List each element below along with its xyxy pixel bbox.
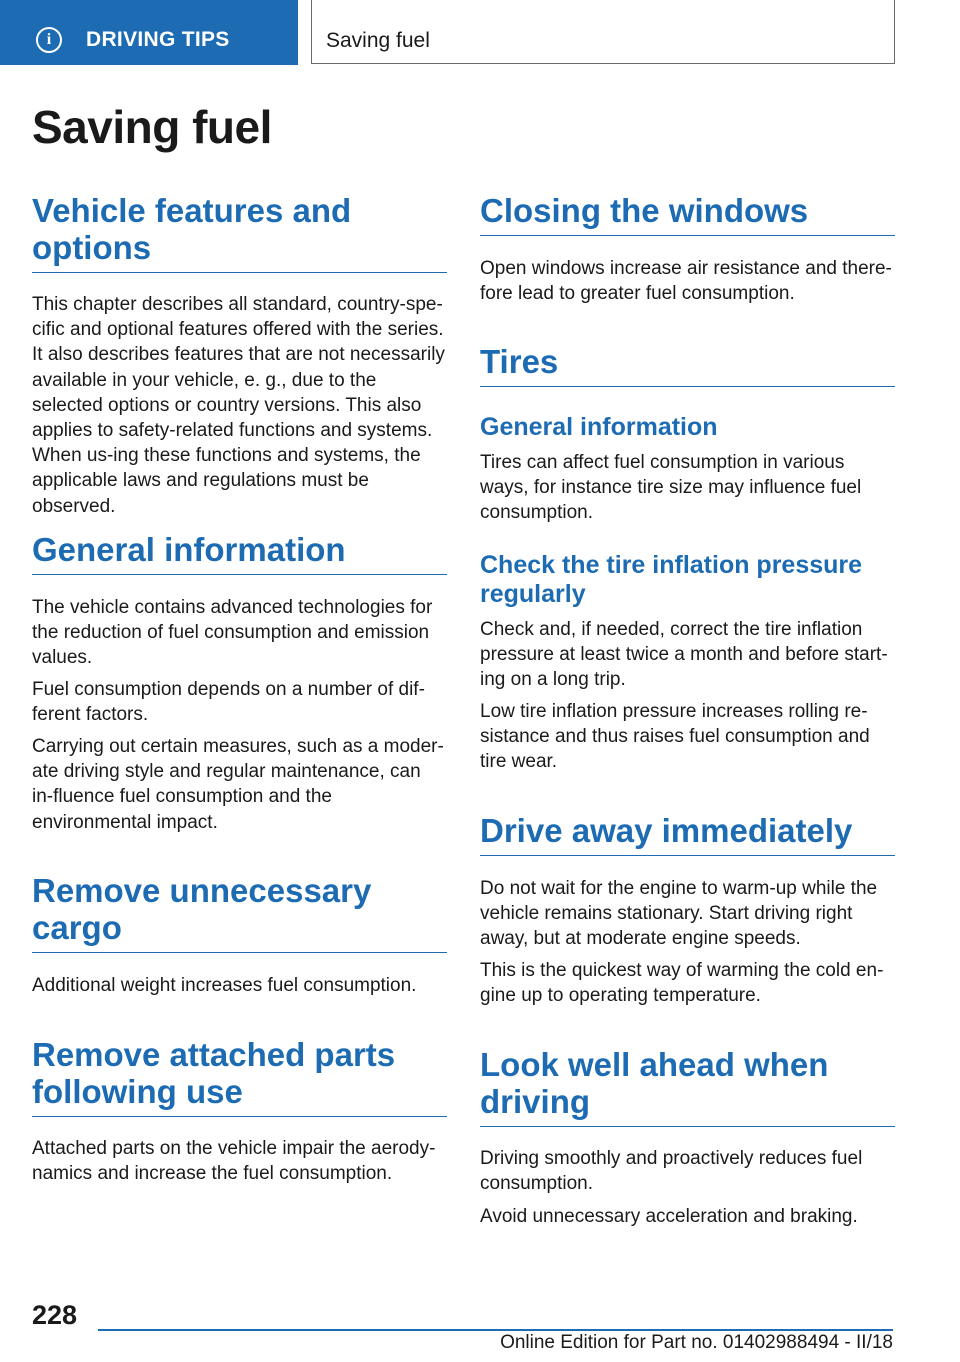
paragraph-look-ahead-2: Avoid unnecessary acceleration and braking. <box>480 1206 858 1227</box>
heading-vehicle-features: Vehicle features and options <box>32 192 447 273</box>
topic-title: Saving fuel <box>326 29 430 52</box>
paragraph-remove-attached-parts: Attached parts on the vehicle impair the aerody‐namics and increase the fuel consumption. <box>32 1138 436 1185</box>
heading-remove-cargo: Remove unnecessary cargo <box>32 872 447 953</box>
section-label: DRIVING TIPS <box>86 28 230 51</box>
heading-look-ahead: Look well ahead when driving <box>480 1046 895 1127</box>
subheading-tires-general-information: General information <box>480 413 718 441</box>
page-number: 228 <box>32 1300 78 1330</box>
paragraph-general-info-2: Fuel consumption depends on a number of dif‐ferent factors. <box>32 679 425 726</box>
heading-tires: Tires <box>480 343 895 387</box>
paragraph-drive-away-1: Do not wait for the engine to warm-up while the vehicle remains stationary. Start driving right away, but at moderate engine speeds. <box>480 878 878 950</box>
paragraph-vehicle-features: This chapter describes all standard, country-spe‐cific and optional features offered with the series. It also describes features that are not necessarily available in your vehicle, e. g., due to the selected options or country versions. This also applies to safety-related functions and systems. When us‐ing these functions and systems, the applicable laws and regulations must be observed. <box>32 294 445 517</box>
heading-remove-attached-parts: Remove attached parts following use <box>32 1036 447 1117</box>
edition-note: Online Edition for Part no. 01402988494 - II/18 <box>500 1332 893 1353</box>
paragraph-check-pressure-1: Check and, if needed, correct the tire inflation pressure at least twice a month and before start‐ing on a long trip. <box>480 619 888 691</box>
paragraph-closing-windows: Open windows increase air resistance and there‐fore lead to greater fuel consumption. <box>480 258 892 305</box>
paragraph-general-info-1: The vehicle contains advanced technologies for the reduction of fuel consumption and emission values. <box>32 597 433 669</box>
heading-general-information: General information <box>32 531 447 575</box>
subheading-check-tire-pressure: Check the tire inflation pressure regularly <box>480 551 863 608</box>
footer-divider <box>98 1329 893 1331</box>
paragraph-general-info-3: Carrying out certain measures, such as a moder‐ate driving style and regular maintenance, can in‐fluence fuel consumption and the environmental impact. <box>32 736 444 833</box>
paragraph-remove-cargo: Additional weight increases fuel consumption. <box>32 975 417 996</box>
topic-header <box>311 0 895 64</box>
page-title: Saving fuel <box>32 101 272 153</box>
heading-closing-windows: Closing the windows <box>480 192 895 236</box>
heading-drive-away: Drive away immediately <box>480 812 895 856</box>
info-icon: i <box>36 27 62 53</box>
paragraph-look-ahead-1: Driving smoothly and proactively reduces fuel consumption. <box>480 1148 863 1195</box>
paragraph-drive-away-2: This is the quickest way of warming the cold en‐gine up to operating temperature. <box>480 960 884 1007</box>
section-tab <box>0 0 298 65</box>
paragraph-check-pressure-2: Low tire inflation pressure increases rolling re‐sistance and thus raises fuel consumption and tire wear. <box>480 701 870 773</box>
paragraph-tires-general-information: Tires can affect fuel consumption in various ways, for instance tire size may influence fuel consumption. <box>480 452 862 524</box>
